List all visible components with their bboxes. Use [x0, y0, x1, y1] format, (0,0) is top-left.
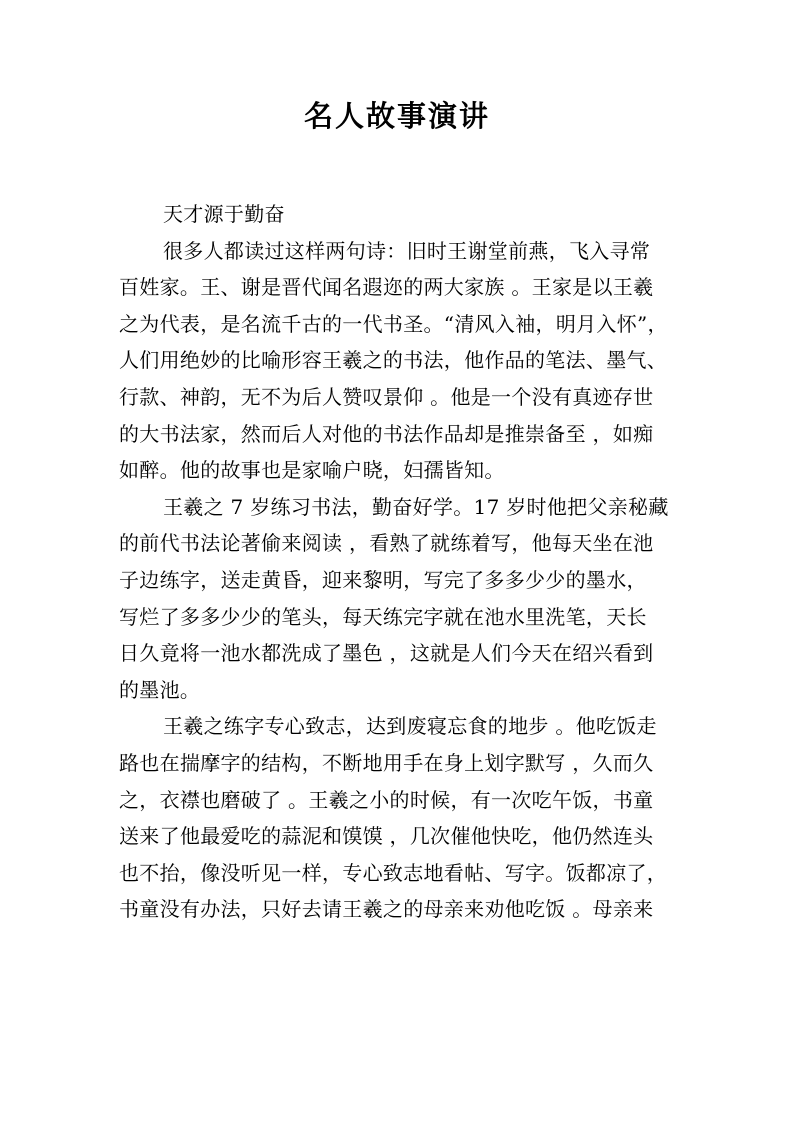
text-line: 如醉。他的故事也是家喻户晓，妇孺皆知。: [119, 458, 505, 483]
text-line: 天才源于勤奋: [163, 202, 285, 226]
text-line: 送来了他最爱吃的蒜泥和馍馍 ，几次催他快吃，他仍然连头: [119, 824, 654, 849]
text-line: 行款、神韵，无不为后人赞叹景仰 。他是一个没有真迹存世: [119, 384, 654, 409]
text-line: 之为代表，是名流千古的一代书圣。“清风入袖，明月入怀”，: [119, 311, 668, 336]
document-body: [119, 196, 679, 928]
text-line: 也不抬，像没听见一样，专心致志地看帖、写字。饭都凉了，: [119, 860, 668, 885]
text-line: 日久竟将一池水都洗成了墨色 ，这就是人们今天在绍兴看到: [119, 641, 654, 666]
text-line: 百姓家。王、谢是晋代闻名遐迩的两大家族 。王家是以王羲: [119, 275, 654, 300]
text-line: 的大书法家，然而后人对他的书法作品却是推崇备至 ，如痴: [119, 421, 654, 446]
text-line: 的前代书法论著偷来阅读 ，看熟了就练着写，他每天坐在池: [119, 531, 654, 556]
text-line: 很多人都读过这样两句诗：旧时王谢堂前燕，飞入寻常: [163, 238, 651, 263]
text-line: 之，衣襟也磨破了 。王羲之小的时候，有一次吃午饭，书童: [119, 787, 654, 812]
text-line: 王羲之练字专心致志，达到废寝忘食的地步 。他吃饭走: [163, 714, 657, 739]
text-line: 路也在揣摩字的结构，不断地用手在身上划字默写 ，久而久: [119, 750, 654, 775]
text-line: 子边练字，送走黄昏，迎来黎明，写完了多多少少的墨水，: [119, 567, 647, 592]
text-line: 人们用绝妙的比喻形容王羲之的书法，他作品的笔法、墨气、: [119, 348, 668, 373]
text-line: 书童没有办法，只好去请王羲之的母亲来劝他吃饭 。母亲来: [119, 897, 654, 922]
document-title: 名人故事演讲: [303, 99, 490, 133]
text-line: 的墨池。: [119, 677, 201, 702]
text-line: 写烂了多多少少的笔头，每天练完字就在池水里洗笔，天长: [119, 604, 647, 629]
text-line: 王羲之 7 岁练习书法，勤奋好学。17 岁时他把父亲秘藏: [163, 494, 669, 519]
